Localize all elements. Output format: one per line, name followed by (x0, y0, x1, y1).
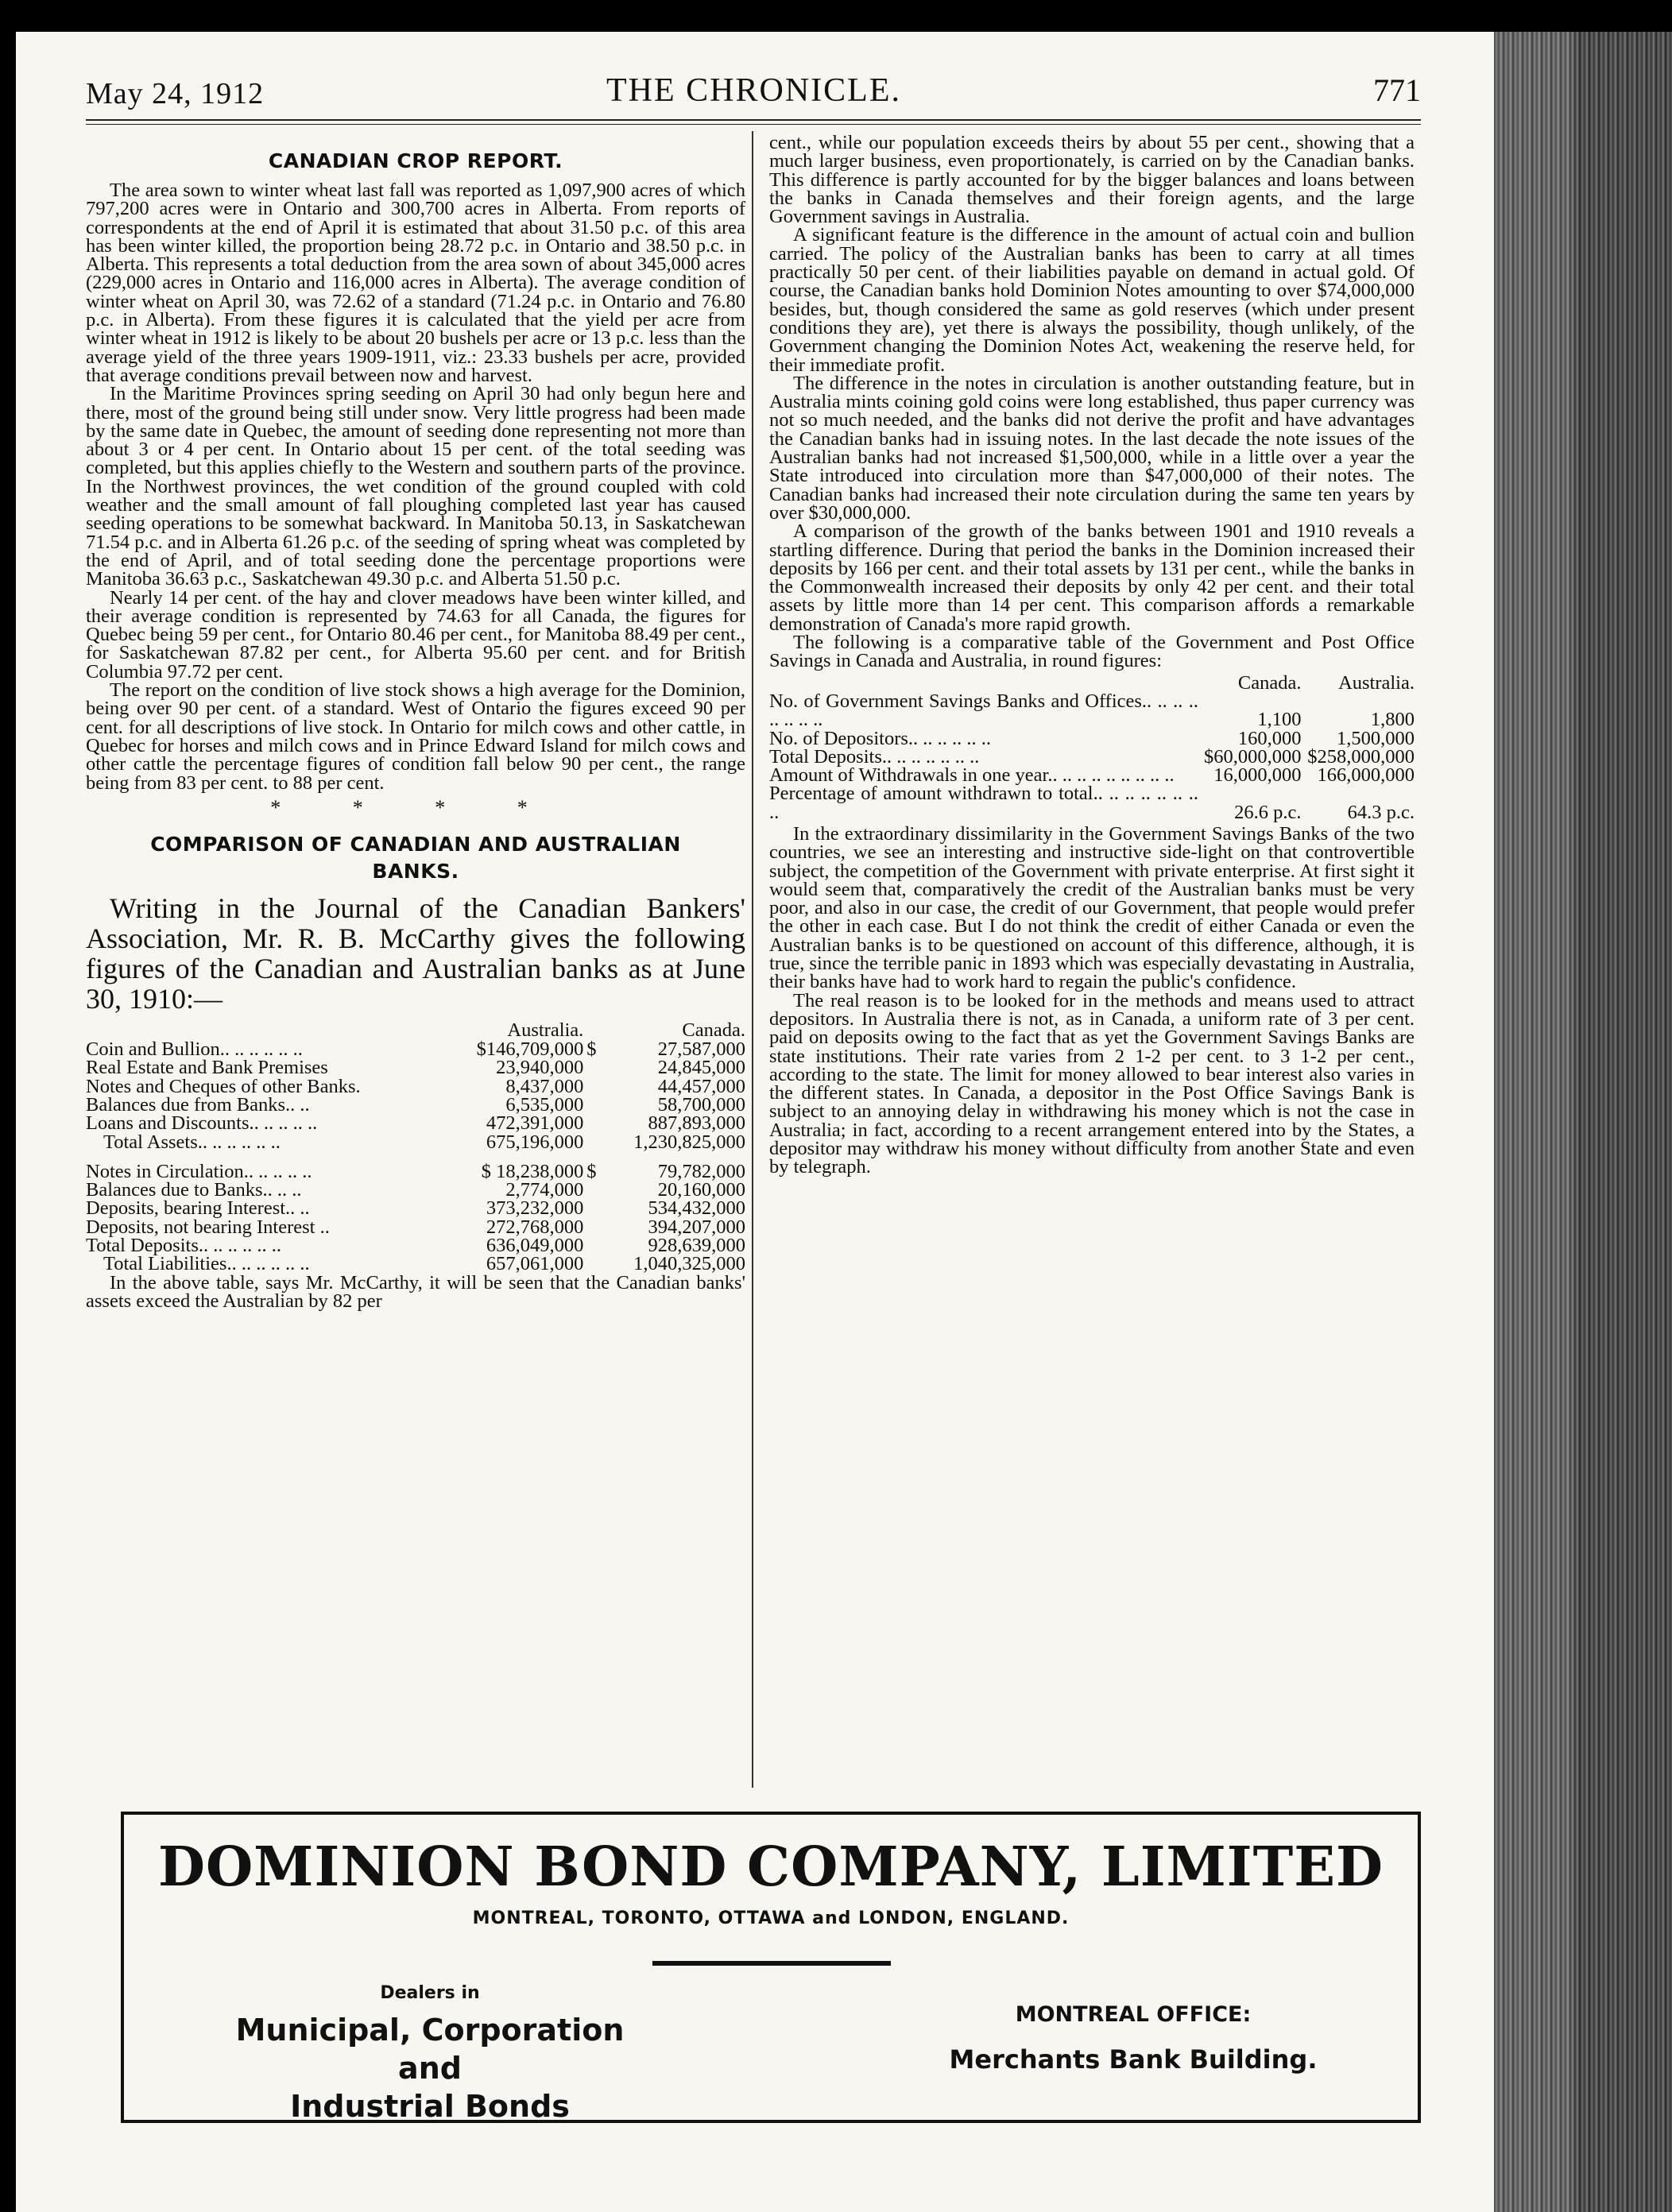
table-row (86, 1133, 745, 1151)
ad-dealers-label: Dealers in (380, 1983, 480, 2003)
dollar-sign (583, 1199, 599, 1217)
australia-value: 2,774,000 (505, 1179, 584, 1201)
row-label: Total Deposits.. .. .. .. .. .. (86, 1235, 281, 1257)
australia-value: 657,061,000 (486, 1253, 584, 1275)
bank-figures-table (86, 1020, 745, 1274)
comparison-paragraph: cent., while our population exceeds theirs by about 55 per cent., showing that a much larger business, even proportionately, is carried on by the Canadian banks. This difference is partly accounted for by the bigger balances and loans between the banks in Canada themselves and their foreign agents, and the large Government savings in Australia. (769, 132, 1415, 228)
right-column (769, 133, 1415, 1177)
comparison-paragraph: The following is a comparative table of the Government and Post Office Savings in Canada and Australia, in round figures: (769, 632, 1415, 672)
australia-value: 373,232,000 (486, 1197, 584, 1220)
australia-value: 1,800 (1370, 709, 1415, 731)
crop-paragraph: Nearly 14 per cent. of the hay and clover meadows have been winter killed, and their average condition is represented by 74.63 for all Canada, the figures for Quebec being 59 per cent., for Ontario 80.46 per cent., for Manitoba 88.49 per cent., for Saskatchewan 87.82 per cent., for Alberta 95.60 per cent. and for British Columbia 97.72 per cent. (86, 586, 745, 683)
ad-dealers-line: Municipal, Corporation and (235, 2013, 625, 2086)
comparison-paragraph: A significant feature is the difference in the amount of actual coin and bullion carried. The policy of the Australian banks has been to carry at all times practically 50 per cent. of their liabilities payable on demand in actual gold. Of course, the Canadian banks hold Dominion Notes amounting to over $74,000,000 besides, but, though considered the same as gold reserves (which under present conditions they are), yet there is always the possibility, though unlikely, of the Government changing the Dominion Notes Act, weakening the reserve held, for their immediate profit. (769, 224, 1415, 376)
row-label: Total Liabilities.. .. .. .. .. .. (103, 1253, 310, 1275)
australia-value: 64.3 p.c. (1347, 801, 1415, 823)
comparison-heading (86, 831, 745, 885)
comparison-paragraph: The difference in the notes in circulation is another outstanding feature, but in Australia mints coining gold coins were long established, thus paper currency was not so much needed, and the banks did not derive the profit and have advantages the Canadian banks had in issuing notes. In the last decade the note issues of the Australian banks had not increased $1,500,000, while in a little over a year the State introduced into circulation more than $47,000,000 of their notes. The Canadian banks had increased their note circulation during the same ten years by over $30,000,000. (769, 372, 1415, 524)
australia-value: 166,000,000 (1317, 764, 1415, 787)
canada-value: 26.6 p.c. (1234, 801, 1302, 823)
savings-row (769, 692, 1415, 729)
canada-value: 16,000,000 (1213, 764, 1302, 787)
ad-dealers-line: Industrial Bonds (290, 2089, 570, 2124)
issue-date: May 24, 1912 (86, 77, 265, 110)
savings-row (769, 784, 1415, 822)
australia-value: $146,709,000 (476, 1038, 584, 1061)
australia-value: 23,940,000 (496, 1057, 584, 1079)
australia-value: 675,196,000 (486, 1131, 584, 1153)
dollar-sign (583, 1096, 599, 1114)
australia-value: 636,049,000 (486, 1235, 584, 1257)
savings-label: No. of Depositors.. .. .. .. .. .. (769, 727, 992, 749)
crop-paragraph: The report on the condition of live stock shows a high average for the Dominion, being over 90 per cent. of a standard. West of Ontario the figures exceed 90 per cent. for all descriptions of live stock. In Ontario for milch cows and other cattle, in Quebec for horses and milch cows and in Prince Edward Island for milch cows and other cattle the percentage figures of condition fall below 90 per cent., the range being from 83 per cent. to 88 per cent. (86, 679, 745, 794)
ad-office-label: MONTREAL OFFICE: (1015, 2002, 1252, 2027)
ad-rule (652, 1961, 891, 1966)
row-label: Deposits, not bearing Interest .. (86, 1216, 330, 1238)
comparison-paragraph: In the extraordinary dissimilarity in the Government Savings Banks of the two countries, we see an interesting and instructive side-light on that controvertible subject, the competition of the Government with private enterprise. At first sight it would seem that, comparatively the credit of the Australian banks must be very poor, and also in our case, the credit of our Government, that people would prefer the other in each case. But I do not think the credit of either Canada or even the Australian banks is to be questioned on account of this difference, although, it is true, since the terrible panic in 1893 which was especially devastating in Australia, their banks have had to work hard to regain the public's confidence. (769, 822, 1415, 993)
dollar-sign (583, 1218, 599, 1236)
table-row (86, 1236, 745, 1255)
comparison-paragraph: In the above table, says Mr. McCarthy, it will be seen that the Canadian banks' assets exceed the Australian by 82 per (86, 1271, 745, 1312)
crop-paragraph: The area sown to winter wheat last fall was reported as 1,097,900 acres of which 797,200 acres were in Ontario and 300,700 acres in Alberta. From reports of correspondents at the end of April it is estimated that about 31.50 p.c. of this area has been winter killed, the proportion being 28.72 p.c. in Ontario and 38.50 p.c. in Alberta. This represents a total deduction from the area sown of about 345,000 acres (229,000 acres in Ontario and 116,000 acres in Alberta). The average condition of winter wheat on April 30, was 72.62 of a standard (71.24 p.c. in Ontario and 76.80 p.c. in Alberta). From these figures it is calculated that the yield per acre from winter wheat in 1912 is likely to be about 20 bushels per acre or 13 p.c. less than the average yield of the three years 1909-1911, viz.: 23.33 bushels per acre, provided that average conditions prevail between now and harvest. (86, 180, 745, 386)
row-label: Loans and Discounts.. .. .. .. .. (86, 1112, 318, 1135)
dollar-sign (583, 1255, 599, 1273)
canada-value: 1,230,825,000 (633, 1131, 745, 1153)
australia-value: $258,000,000 (1307, 745, 1415, 768)
savings-label: Percentage of amount withdrawn to total.. .. .. .. .. .. .. .. (769, 783, 1198, 823)
australia-value: 472,391,000 (486, 1112, 584, 1135)
ad-office-block (919, 2002, 1348, 2075)
canada-value: 44,457,000 (657, 1075, 745, 1097)
ad-dealers-block (235, 1983, 625, 2125)
savings-row (769, 766, 1415, 784)
column-divider (752, 131, 753, 1788)
table-row (86, 1218, 745, 1236)
left-column (86, 133, 745, 1310)
row-label: Real Estate and Bank Premises (86, 1057, 328, 1079)
publication-title: THE CHRONICLE. (606, 72, 901, 109)
table-row (86, 1181, 745, 1199)
table-row (86, 1040, 745, 1058)
savings-header-canada: Canada. (1237, 671, 1302, 694)
table-row (86, 1114, 745, 1132)
dollar-sign (583, 1181, 599, 1199)
canada-value: $60,000,000 (1204, 745, 1302, 768)
ad-office-address: Merchants Bank Building. (949, 2044, 1318, 2075)
page-header (86, 72, 1421, 119)
comparison-paragraph: A comparison of the growth of the banks between 1901 and 1910 reveals a startling difference. During that period the banks in the Dominion increased their deposits by 166 per cent. and their total assets by 131 per cent., while the banks in the Commonwealth increased their deposits by only 42 per cent. and their total assets by little more than 14 per cent. This comparison affords a remarkable demonstration of Canada's more rapid growth. (769, 520, 1415, 635)
dollar-sign (583, 1114, 599, 1132)
header-rule (86, 119, 1421, 125)
row-label: Coin and Bullion.. .. .. .. .. .. (86, 1038, 303, 1061)
crop-paragraph: In the Maritime Provinces spring seeding on April 30 had only begun here and there, most of the ground being still under snow. Very little progress had been made by the same date in Quebec, the amount of seeding done representing not more than about 3 or 4 per cent. In Ontario about 15 per cent. of the total seeding was completed, but this applies chiefly to the Western and southern parts of the province. In the Northwest provinces, the wet condition of the ground coupled with cold weather and the small amount of fall ploughing completed last year has caused seeding operations to be somewhat backward. In Manitoba 50.13, in Saskatchewan 71.54 p.c. and in Alberta 61.26 p.c. of the seeding of spring wheat was completed by the end of April, and of total seeding done the percentage proportions were Manitoba 36.63 p.c., Saskatchewan 49.30 p.c. and Alberta 51.50 p.c. (86, 383, 745, 590)
dollar-sign (583, 1236, 599, 1255)
savings-label: No. of Government Savings Banks and Offices.. .. .. .. .. .. .. .. (769, 690, 1198, 731)
australia-value: 8,437,000 (505, 1075, 584, 1097)
row-label: Total Assets.. .. .. .. .. .. (103, 1131, 281, 1153)
row-label: Notes in Circulation.. .. .. .. .. (86, 1160, 312, 1182)
canada-value: 24,845,000 (657, 1057, 745, 1079)
ad-cities: MONTREAL, TORONTO, OTTAWA and LONDON, ENGLAND. (472, 1908, 1070, 1928)
canada-value: 1,040,325,000 (633, 1253, 745, 1275)
canada-value: 887,893,000 (648, 1112, 745, 1135)
canada-value: 394,207,000 (648, 1216, 745, 1238)
table-row (86, 1162, 745, 1181)
dollar-sign: $ (586, 1160, 597, 1182)
ad-company-name: DOMINION BOND COMPANY, LIMITED (157, 1835, 1384, 1899)
australia-value: 6,535,000 (505, 1093, 584, 1116)
savings-row (769, 748, 1415, 766)
savings-header-australia: Australia. (1338, 671, 1415, 694)
canada-value: 27,587,000 (657, 1038, 745, 1061)
comparison-heading-line: BANKS. (372, 860, 459, 884)
row-label: Balances due to Banks.. .. .. (86, 1179, 302, 1201)
australia-value: 272,768,000 (486, 1216, 584, 1238)
savings-label: Total Deposits.. .. .. .. .. .. .. (769, 745, 980, 768)
table-row (86, 1255, 745, 1273)
canada-value: 534,432,000 (648, 1197, 745, 1220)
canada-value: 160,000 (1237, 727, 1302, 749)
canada-value: 1,100 (1257, 709, 1302, 731)
comparison-lead: Writing in the Journal of the Canadian Bankers' Association, Mr. R. B. McCarthy gives the following figures of the Canadian and Australian banks as at June 30, 1910:— (86, 892, 745, 1015)
canada-value: 928,639,000 (648, 1235, 745, 1257)
table-row (86, 1199, 745, 1217)
canada-value: 58,700,000 (657, 1093, 745, 1116)
table-header-canada: Canada. (682, 1019, 745, 1042)
dollar-sign (583, 1077, 599, 1096)
page-number: 771 (1373, 72, 1421, 108)
comparison-heading-line: COMPARISON OF CANADIAN AND AUSTRALIAN (150, 833, 681, 857)
savings-label: Amount of Withdrawals in one year.. .. .. .. .. .. .. .. .. (769, 764, 1175, 787)
dollar-sign (583, 1058, 599, 1077)
crop-report-heading: CANADIAN CROP REPORT. (268, 149, 563, 172)
comparison-paragraph: The real reason is to be looked for in the methods and means used to attract depositors. In Australia there is not, as in Canada, a uniform rate of 3 per cent. paid on deposits owing to the fact that as yet the Government Savings Banks are state institutions. Their rate varies from 2 1-2 per cent. to 3 1-2 per cent., according to the state. The limit for money allowed to bear interest also varies in the different states. In Canada, a depositor in the Post Office Savings Bank is subject to an annoying delay in withdrawing his money which is not the case in Australia; in fact, according to a recent arrangement entered into by the States, a depositor may withdraw his money without difficulty from another State and even by telegraph. (769, 989, 1415, 1178)
dominion-bond-advertisement (121, 1812, 1421, 2123)
row-label: Balances due from Banks.. .. (86, 1093, 310, 1116)
table-row (86, 1077, 745, 1096)
canada-value: 20,160,000 (657, 1179, 745, 1201)
dollar-sign: $ (586, 1038, 597, 1061)
canada-value: 79,782,000 (657, 1160, 745, 1182)
row-label: Notes and Cheques of other Banks. (86, 1075, 361, 1097)
row-label: Deposits, bearing Interest.. .. (86, 1197, 310, 1220)
table-header-australia: Australia. (507, 1019, 584, 1042)
australia-value: 1,500,000 (1337, 727, 1415, 749)
dollar-sign (583, 1133, 599, 1151)
table-row (86, 1058, 745, 1077)
australia-value: $ 18,238,000 (481, 1160, 584, 1182)
section-separator: * * * * (270, 795, 561, 819)
savings-row (769, 729, 1415, 748)
table-row (86, 1096, 745, 1114)
savings-table (769, 671, 1415, 823)
book-spine-edge (1494, 32, 1672, 2212)
